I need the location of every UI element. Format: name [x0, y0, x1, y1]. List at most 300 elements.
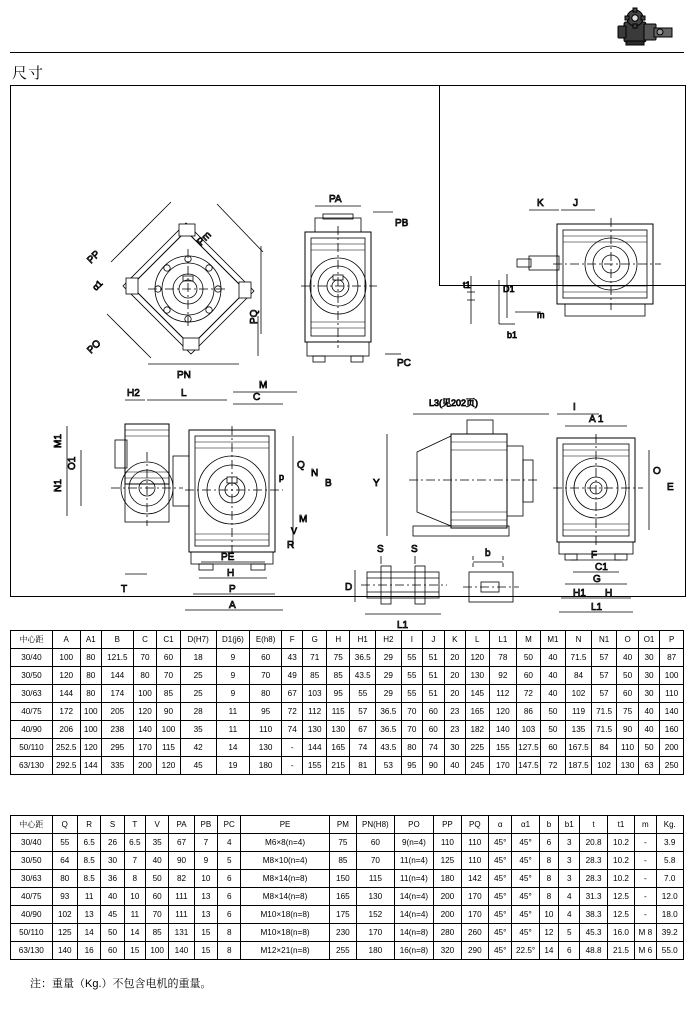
table-cell: 140 — [660, 703, 684, 721]
table-cell: 45° — [512, 870, 539, 888]
svg-text:p: p — [279, 472, 285, 482]
table-cell: 130 — [466, 667, 490, 685]
table-cell: 18.0 — [656, 906, 684, 924]
table-cell: 206 — [52, 721, 80, 739]
table-cell: 95 — [326, 685, 350, 703]
table-row — [11, 888, 684, 906]
svg-text:PB: PB — [395, 218, 409, 229]
svg-text:H1: H1 — [573, 588, 586, 599]
svg-text:D: D — [345, 582, 353, 593]
table-row — [11, 906, 684, 924]
table-row — [11, 924, 684, 942]
column-header: M1 — [540, 631, 566, 649]
table-cell: 110 — [660, 685, 684, 703]
table-cell: 70 — [145, 906, 168, 924]
table-cell: 36.5 — [376, 721, 402, 739]
table-cell: 90 — [157, 703, 181, 721]
table-cell: M12×21(n=8) — [241, 942, 329, 960]
svg-text:Q: Q — [297, 460, 305, 471]
svg-text:N: N — [311, 468, 319, 479]
svg-text:O1: O1 — [67, 456, 78, 470]
table-cell: 71.5 — [591, 703, 617, 721]
table-cell: 144 — [80, 757, 101, 775]
table-cell: 60 — [250, 649, 282, 667]
table-cell: - — [635, 870, 656, 888]
table-cell: - — [281, 757, 302, 775]
table-cell: 29 — [376, 667, 402, 685]
table-cell: 3 — [559, 834, 580, 852]
table-cell: 22.5° — [512, 942, 539, 960]
column-header: A — [52, 631, 80, 649]
table-cell: 55 — [401, 685, 422, 703]
svg-text:L: L — [181, 388, 187, 399]
table-cell: 72 — [540, 757, 566, 775]
table-cell: 5 — [559, 924, 580, 942]
table-cell: 28 — [180, 703, 216, 721]
table-cell: 20 — [444, 667, 465, 685]
table-cell: 80 — [250, 685, 282, 703]
table-cell: 200 — [133, 757, 157, 775]
table-cell: 103 — [517, 721, 541, 739]
svg-text:C: C — [253, 392, 261, 403]
table-cell: 55 — [350, 685, 376, 703]
table-cell: 30 — [444, 739, 465, 757]
table-cell: 165 — [326, 739, 350, 757]
table-cell: 71.5 — [566, 649, 592, 667]
table-cell: 135 — [566, 721, 592, 739]
table-cell: M6×8(n=4) — [241, 834, 329, 852]
svg-text:L1: L1 — [397, 620, 409, 631]
table-cell: 215 — [326, 757, 350, 775]
table-cell: 7 — [194, 834, 217, 852]
table-cell: 131 — [169, 924, 194, 942]
column-header: 中心距 — [11, 816, 53, 834]
table-cell: 80 — [401, 739, 422, 757]
svg-text:V: V — [291, 526, 298, 536]
table-cell: 80 — [80, 649, 101, 667]
table-cell: 80 — [133, 667, 157, 685]
column-header: S — [101, 816, 124, 834]
table-cell: 245 — [466, 757, 490, 775]
table-cell: 100 — [80, 703, 101, 721]
table-cell: 92 — [489, 667, 517, 685]
svg-text:C1: C1 — [595, 562, 608, 573]
table-cell: 6 — [218, 906, 241, 924]
table-cell: 6 — [218, 888, 241, 906]
table-cell: 14(n=8) — [394, 924, 434, 942]
table-cell: 100 — [145, 942, 168, 960]
table-cell: 14 — [77, 924, 100, 942]
table-cell: 53 — [376, 757, 402, 775]
table-cell: 121.5 — [102, 649, 134, 667]
table-cell: 172 — [52, 703, 80, 721]
table-cell: 14(n=4) — [394, 888, 434, 906]
table-cell: 119 — [566, 703, 592, 721]
table-cell: 45° — [512, 924, 539, 942]
table-cell: 45° — [512, 834, 539, 852]
svg-text:B: B — [325, 478, 332, 489]
table-cell: - — [635, 852, 656, 870]
table-cell: 120 — [133, 703, 157, 721]
svg-text:Pm: Pm — [195, 229, 214, 249]
table-cell: 110 — [250, 721, 282, 739]
column-header: G — [303, 631, 327, 649]
table-cell: 45° — [512, 852, 539, 870]
table-cell: 140 — [52, 942, 77, 960]
table-cell: 60 — [517, 667, 541, 685]
table-cell: 110 — [461, 852, 488, 870]
table-cell: 18 — [180, 649, 216, 667]
table-cell: 30/63 — [11, 685, 53, 703]
column-header: PP — [434, 816, 461, 834]
table-cell: 40 — [540, 667, 566, 685]
column-header: PA — [169, 816, 194, 834]
table-cell: 11 — [216, 721, 250, 739]
table-cell: 15 — [124, 942, 145, 960]
table-cell: 23 — [444, 721, 465, 739]
column-header: PN(H8) — [357, 816, 395, 834]
table-cell: 31.3 — [580, 888, 607, 906]
table-row — [11, 852, 684, 870]
table-cell: 57 — [591, 667, 617, 685]
svg-text:m: m — [537, 310, 545, 320]
table-cell: M 8 — [635, 924, 656, 942]
table-cell: 30/40 — [11, 649, 53, 667]
dimension-table-1 — [10, 630, 684, 775]
svg-text:J: J — [573, 198, 578, 209]
table-cell: 82 — [169, 870, 194, 888]
table-cell: 165 — [329, 888, 356, 906]
table-cell: 170 — [489, 757, 517, 775]
table-cell: 39.2 — [656, 924, 684, 942]
table-cell: 40/75 — [11, 703, 53, 721]
table-cell: 60 — [423, 703, 444, 721]
column-header: H1 — [350, 631, 376, 649]
column-header: PC — [218, 816, 241, 834]
table-cell: 7.0 — [656, 870, 684, 888]
table-cell: 102 — [591, 757, 617, 775]
table-cell: 3.9 — [656, 834, 684, 852]
svg-text:A: A — [229, 600, 236, 611]
table-row — [11, 667, 684, 685]
column-header: t1 — [607, 816, 634, 834]
table-cell: 80 — [52, 870, 77, 888]
table-cell: 55 — [52, 834, 77, 852]
table-cell: 40 — [444, 757, 465, 775]
column-header: E(h8) — [250, 631, 282, 649]
table-cell: 30 — [101, 852, 124, 870]
table-cell: 255 — [329, 942, 356, 960]
table-row — [11, 685, 684, 703]
table-cell: 74 — [281, 721, 302, 739]
page-title: 尺寸 — [12, 65, 45, 82]
table-cell: 28.3 — [580, 852, 607, 870]
table-cell: 57 — [591, 685, 617, 703]
table-cell: 67 — [281, 685, 302, 703]
table-cell: 10.2 — [607, 852, 634, 870]
table-cell: 40 — [145, 852, 168, 870]
column-header: B — [102, 631, 134, 649]
table-cell: 110 — [617, 739, 638, 757]
table-cell: M 6 — [635, 942, 656, 960]
table-cell: 45° — [489, 906, 512, 924]
table-cell: 60 — [157, 649, 181, 667]
table-cell: 11(n=4) — [394, 852, 434, 870]
table-cell: 112 — [303, 703, 327, 721]
table-cell: 230 — [329, 924, 356, 942]
table-cell: M8×14(n=8) — [241, 888, 329, 906]
table-cell: 45 — [101, 906, 124, 924]
table-cell: 40 — [638, 703, 659, 721]
table-cell: 125 — [434, 852, 461, 870]
table-cell: 20 — [444, 685, 465, 703]
table-cell: 40 — [540, 649, 566, 667]
table-cell: 5.8 — [656, 852, 684, 870]
table-cell: 74 — [350, 739, 376, 757]
table-cell: 85 — [303, 667, 327, 685]
table-cell: 70 — [401, 721, 422, 739]
table-cell: 238 — [102, 721, 134, 739]
table-cell: 3 — [559, 852, 580, 870]
table-cell: 252.5 — [52, 739, 80, 757]
column-header: PM — [329, 816, 356, 834]
table-cell: 40 — [101, 888, 124, 906]
table1-body — [11, 649, 684, 775]
table-cell: 95 — [401, 757, 422, 775]
column-header: R — [77, 816, 100, 834]
table-cell: 115 — [157, 739, 181, 757]
table-cell: 140 — [133, 721, 157, 739]
table-cell: 50 — [540, 721, 566, 739]
table-cell: 35 — [180, 721, 216, 739]
table-cell: 180 — [357, 942, 395, 960]
table-cell: 85 — [145, 924, 168, 942]
column-header: P — [660, 631, 684, 649]
table-row — [11, 757, 684, 775]
table-cell: 60 — [357, 834, 395, 852]
table-cell: 84 — [591, 739, 617, 757]
table-cell: 335 — [102, 757, 134, 775]
table-cell: 50 — [145, 870, 168, 888]
table-cell: 11 — [77, 888, 100, 906]
svg-text:M: M — [299, 514, 308, 525]
column-header: C — [133, 631, 157, 649]
svg-text:T: T — [121, 584, 128, 595]
table-row — [11, 721, 684, 739]
table-cell: 87 — [660, 649, 684, 667]
table-cell: 80 — [80, 667, 101, 685]
table-cell: 115 — [357, 870, 395, 888]
table2-body — [11, 834, 684, 960]
table-cell: 35 — [145, 834, 168, 852]
table-cell: 45 — [180, 757, 216, 775]
svg-text:t1: t1 — [463, 280, 471, 290]
table-cell: 187.5 — [566, 757, 592, 775]
svg-text:H: H — [227, 568, 235, 579]
table-cell: 111 — [169, 906, 194, 924]
table-cell: 42 — [180, 739, 216, 757]
table-cell: 130 — [357, 888, 395, 906]
table-cell: 14 — [539, 942, 558, 960]
table-cell: M8×14(n=8) — [241, 870, 329, 888]
table-cell: 75 — [326, 649, 350, 667]
table-cell: 55.0 — [656, 942, 684, 960]
table-cell: 6.5 — [124, 834, 145, 852]
table-cell: 63/130 — [11, 942, 53, 960]
table-cell: 180 — [250, 757, 282, 775]
table-cell: 14(n=4) — [394, 906, 434, 924]
table-row — [11, 834, 684, 852]
table-row — [11, 649, 684, 667]
table-cell: 55 — [401, 649, 422, 667]
dimension-drawing — [11, 86, 685, 631]
table-cell: 50 — [517, 649, 541, 667]
table-cell: 9(n=4) — [394, 834, 434, 852]
svg-text:G: G — [593, 574, 601, 585]
table-cell: 4 — [218, 834, 241, 852]
svg-text:F: F — [591, 550, 598, 561]
table-cell: 36.5 — [350, 649, 376, 667]
table-cell: 40 — [617, 649, 638, 667]
column-header: L1 — [489, 631, 517, 649]
table-cell: 30/50 — [11, 852, 53, 870]
table-row — [11, 703, 684, 721]
table-cell: M10×18(n=8) — [241, 906, 329, 924]
table-cell: 21.5 — [607, 942, 634, 960]
table-cell: 16(n=8) — [394, 942, 434, 960]
table-cell: 140 — [489, 721, 517, 739]
svg-text:PA: PA — [329, 194, 342, 205]
table-cell: 182 — [466, 721, 490, 739]
table-cell: 100 — [133, 685, 157, 703]
table-cell: 280 — [434, 924, 461, 942]
table-cell: 60 — [101, 942, 124, 960]
svg-text:R: R — [287, 540, 295, 551]
table-cell: 205 — [102, 703, 134, 721]
column-header: N1 — [591, 631, 617, 649]
column-header: O1 — [638, 631, 659, 649]
table-cell: 170 — [133, 739, 157, 757]
table-cell: 111 — [169, 888, 194, 906]
svg-text:L1: L1 — [591, 602, 603, 613]
table-cell: 45° — [512, 888, 539, 906]
column-header: J — [423, 631, 444, 649]
table-cell: 127.5 — [517, 739, 541, 757]
svg-text:PP: PP — [85, 248, 103, 267]
table-cell: 200 — [660, 739, 684, 757]
table-cell: 29 — [376, 685, 402, 703]
svg-text:I: I — [573, 402, 576, 413]
table-cell: 9 — [216, 649, 250, 667]
table-cell: 10 — [539, 906, 558, 924]
table-cell: 40 — [540, 685, 566, 703]
table-cell: 16.0 — [607, 924, 634, 942]
table-cell: - — [635, 834, 656, 852]
table-cell: 110 — [434, 834, 461, 852]
table-cell: 15 — [194, 924, 217, 942]
table-row — [11, 870, 684, 888]
table-cell: 102 — [566, 685, 592, 703]
table-cell: 112 — [489, 685, 517, 703]
table-cell: 12.5 — [607, 906, 634, 924]
table-cell: 90 — [617, 721, 638, 739]
table-cell: 100 — [157, 721, 181, 739]
table-cell: 200 — [434, 888, 461, 906]
table-cell: 6 — [559, 942, 580, 960]
table-cell: 120 — [157, 757, 181, 775]
table-cell: 60 — [540, 739, 566, 757]
table-cell: 43 — [281, 649, 302, 667]
column-header: PE — [241, 816, 329, 834]
table-cell: 43.5 — [376, 739, 402, 757]
column-header: C1 — [157, 631, 181, 649]
table-cell: 14 — [216, 739, 250, 757]
table-cell: 29 — [376, 649, 402, 667]
table2-header-row — [11, 816, 684, 834]
table-cell: 40 — [638, 721, 659, 739]
table-cell: 60 — [423, 721, 444, 739]
table-cell: 30/50 — [11, 667, 53, 685]
table-cell: 8 — [539, 870, 558, 888]
table-cell: 170 — [461, 906, 488, 924]
table-cell: 72 — [281, 703, 302, 721]
table-cell: 140 — [169, 942, 194, 960]
table-cell: 150 — [329, 870, 356, 888]
table-row — [11, 739, 684, 757]
column-header: Kg. — [656, 816, 684, 834]
table-cell: 11 — [124, 906, 145, 924]
table-cell: 51 — [423, 667, 444, 685]
table-cell: 16 — [77, 942, 100, 960]
table-cell: 50/110 — [11, 739, 53, 757]
table-cell: 10 — [124, 888, 145, 906]
table-cell: 23 — [444, 703, 465, 721]
table-cell: 170 — [461, 888, 488, 906]
column-header: 中心距 — [11, 631, 53, 649]
table-cell: 75 — [329, 834, 356, 852]
table-cell: 11 — [216, 703, 250, 721]
table-cell: 250 — [660, 757, 684, 775]
table-cell: 84 — [566, 667, 592, 685]
table-cell: 55 — [401, 667, 422, 685]
table-cell: 165 — [466, 703, 490, 721]
table-cell: 225 — [466, 739, 490, 757]
table-cell: 167.5 — [566, 739, 592, 757]
column-header: T — [124, 816, 145, 834]
table-cell: 8.5 — [77, 852, 100, 870]
svg-text:Y: Y — [373, 478, 380, 489]
table-cell: 74 — [423, 739, 444, 757]
table-cell: 50 — [101, 924, 124, 942]
table-cell: 100 — [80, 721, 101, 739]
table-cell: 40/90 — [11, 721, 53, 739]
table-cell: 80 — [80, 685, 101, 703]
table-cell: 60 — [617, 685, 638, 703]
column-header: t — [580, 816, 607, 834]
column-header: M — [517, 631, 541, 649]
table-cell: 71.5 — [591, 721, 617, 739]
table-cell: 9 — [216, 667, 250, 685]
table-cell: 48.8 — [580, 942, 607, 960]
column-header: PQ — [461, 816, 488, 834]
column-header: I — [401, 631, 422, 649]
gearbox-icon — [610, 8, 680, 50]
table1-header-row — [11, 631, 684, 649]
table-cell: 14 — [124, 924, 145, 942]
table-cell: 155 — [489, 739, 517, 757]
table-cell: 6 — [218, 870, 241, 888]
table-cell: 120 — [489, 703, 517, 721]
